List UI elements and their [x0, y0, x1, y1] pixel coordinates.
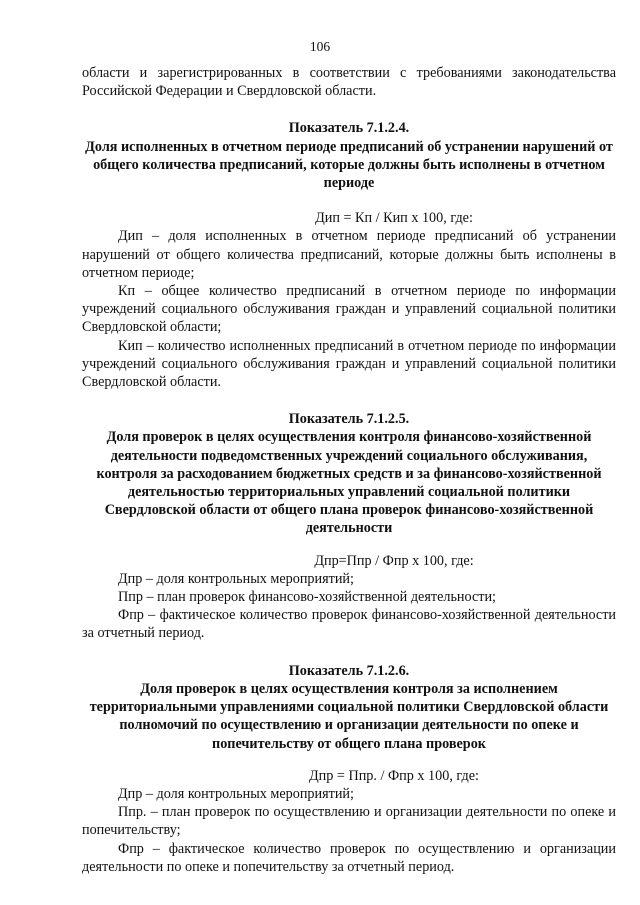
indicator-heading: Показатель 7.1.2.6. — [288, 662, 410, 679]
indicator-heading: Показатель 7.1.2.5. — [288, 411, 410, 428]
indicator-7-1-2-6 — [82, 662, 616, 876]
definition-item: Ппр. – план проверок по осуществлению и организации деятельности по опеке и попечительству; — [82, 804, 616, 839]
definition-item: Дпр – доля контрольных мероприятий; — [118, 785, 354, 802]
indicator-7-1-2-4 — [82, 119, 616, 391]
indicator-7-1-2-5 — [82, 410, 616, 642]
page-number: 106 — [309, 39, 331, 54]
definition-item: Дип – доля исполненных в отчетном периоде предписаний об устранении нарушений от общего количества предписаний, которые должны быть исполнены в отчетном периоде; — [82, 228, 616, 281]
definition-item: Фпр – фактическое количество проверок по осуществлению и организации деятельности по опеке и попечительству за отчетный период. — [82, 840, 616, 875]
indicator-title: Доля проверок в целях осуществления контроля финансово-хозяйственной деятельности подведомственных учреждений социального обслуживания, контроля за расходованием бюджетных средств и за финансово-хозяйственной деятельностью территориальных управлений социальной политики Свердловской области от общего плана проверок финансово-хозяйственной деятельности — [96, 429, 602, 537]
indicator-heading: Показатель 7.1.2.4. — [288, 120, 410, 137]
definition-item: Кп – общее количество предписаний в отчетном периоде по информации учреждений социального обслуживания граждан и управлений социальной политики Свердловской области; — [82, 283, 616, 336]
document-body — [82, 64, 616, 876]
definition-item: Ппр – план проверок финансово-хозяйственной деятельности; — [118, 589, 496, 606]
indicator-title: Доля проверок в целях осуществления контроля за исполнением территориальными управлениями социальной политики Свердловской области полномочий по осуществлению и организации деятельности по опеке и попечительству от общего плана проверок — [89, 680, 609, 752]
definition-item: Фпр – фактическое количество проверок финансово-хозяйственной деятельности за отчетный период. — [82, 607, 616, 642]
indicator-formula: Дпр=Ппр / Фпр х 100, где: — [314, 552, 474, 569]
indicator-title: Доля исполненных в отчетном периоде предписаний об устранении нарушений от общего количества предписаний, которые должны быть исполнены в отчетном периоде — [85, 138, 613, 192]
definition-item: Кип – количество исполненных предписаний в отчетном периоде по информации учреждений социального обслуживания граждан и управлений социальной политики Свердловской области. — [82, 337, 616, 391]
intro-paragraph: области и зарегистрированных в соответствии с требованиями законодательства Российской Федерации и Свердловской области. — [82, 65, 616, 100]
indicator-formula: Дпр = Ппр. / Фпр х 100, где: — [309, 767, 479, 784]
definition-item: Дпр – доля контрольных мероприятий; — [118, 570, 354, 587]
indicator-formula: Дип = Кп / Кип х 100, где: — [315, 210, 473, 227]
